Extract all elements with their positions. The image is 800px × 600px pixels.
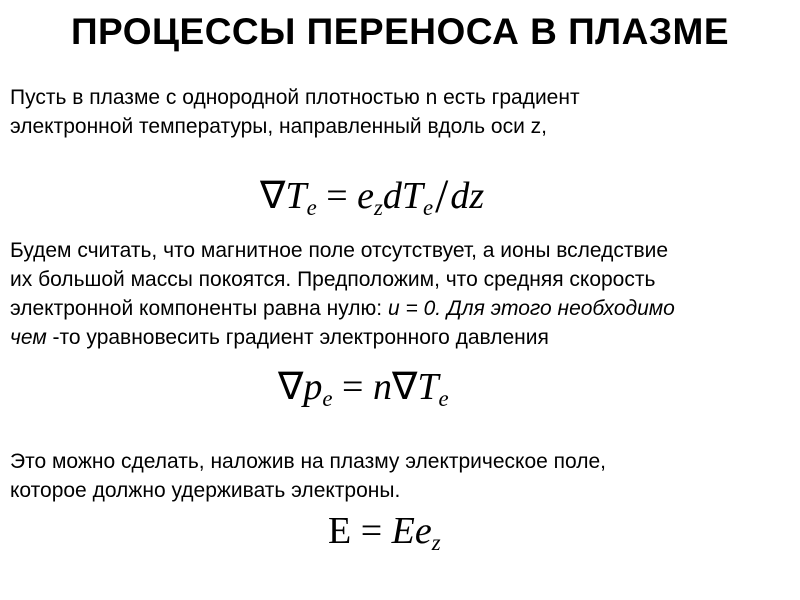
text-line: Это можно сделать, наложив на плазму электрическое поле, [10,450,606,473]
text-line: их большой массы покоятся. Предположим, что средняя скорость [10,268,656,291]
text-line: Будем считать, что магнитное поле отсутствует, а ионы вследствие [10,239,669,262]
equals-sign: = [316,175,358,217]
text-run: -то уравновесить градиент электронного давления [52,326,549,349]
text-line: которое должно удерживать электроны. [10,479,401,502]
equals-sign: = [351,510,392,552]
formula-symbol: e [357,175,374,217]
text-line [10,323,795,352]
nabla-symbol: ∇ [260,175,286,217]
formula-subscript: e [322,385,333,411]
nabla-symbol: ∇ [278,366,304,408]
italic-text-run: чем [10,326,53,349]
formula-subscript: z [374,194,383,220]
formula-symbol: dz [450,175,485,217]
slide-title: ПРОЦЕССЫ ПЕРЕНОСА В ПЛАЗМЕ [70,11,730,52]
formula-subscript: e [306,194,317,220]
paragraph-assumptions [10,236,795,352]
formula-symbol: n [372,366,392,408]
formula-subscript: e [423,194,434,220]
formula-symbol: p [303,366,323,408]
formula-subscript: z [431,529,441,555]
formula-symbol: T [417,366,439,408]
text-line: электронной температуры, направленный вдоль оси z, [10,115,547,138]
formula-pressure-gradient [278,368,449,411]
equals-sign: = [332,366,373,408]
formula-electric-field [328,512,441,555]
formula-symbol: E [328,510,352,552]
text-line: Пусть в плазме с однородной плотностью n есть градиент [10,86,580,109]
paragraph-electric-field [10,447,795,505]
formula-symbol: E [391,510,415,552]
formula-symbol: T [285,175,307,217]
fraction-slash: / [435,171,449,223]
formula-symbol: d [382,175,402,217]
formula-symbol: T [401,175,424,217]
italic-text-run: u = 0. Для этого необходимо [387,297,675,320]
formula-temperature-gradient [260,170,485,223]
nabla-symbol: ∇ [391,366,418,408]
text-run: электронной компоненты равна нулю: [10,297,388,320]
formula-symbol: e [414,510,432,552]
formula-subscript: e [438,385,449,411]
text-line [10,294,795,323]
paragraph-density-gradient [10,83,795,141]
